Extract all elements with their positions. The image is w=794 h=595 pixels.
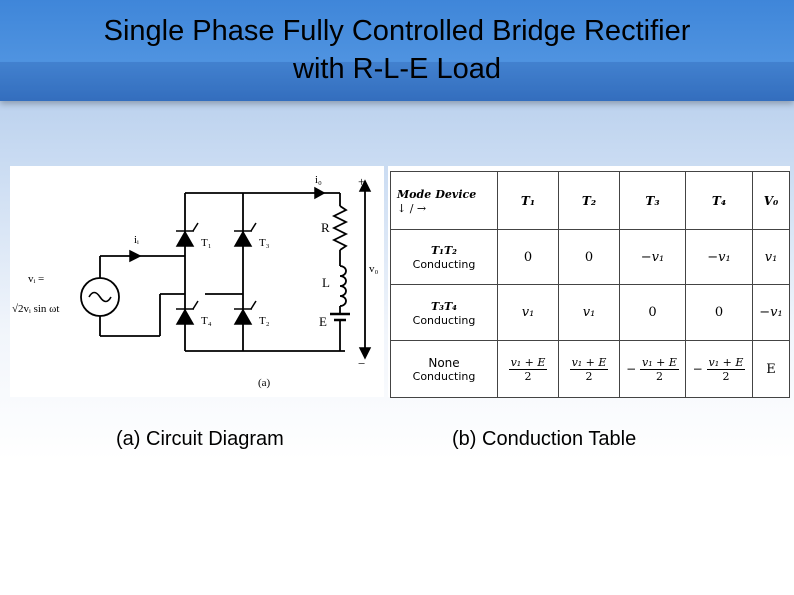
conduction-table	[390, 171, 790, 398]
table-row	[391, 230, 790, 285]
header-device: Device	[435, 187, 477, 201]
table-cell: −v₁	[753, 285, 790, 341]
header-cell: T₄	[686, 172, 753, 230]
title-bar	[0, 0, 794, 101]
fraction-denominator: 2	[722, 369, 730, 383]
frac-cell	[686, 341, 753, 398]
header-cell: V₀	[753, 172, 790, 230]
label-source: √2vᵢ sin ωt	[12, 303, 60, 315]
frac-cell	[620, 341, 686, 398]
label-vo: v₀	[369, 263, 379, 275]
label-t3: T₃	[259, 237, 270, 249]
mode-cell	[391, 341, 498, 398]
label-r: R	[321, 220, 330, 235]
label-ii: iᵢ	[134, 234, 139, 246]
mode-label: T₃T₄	[430, 299, 457, 313]
label-io: i₀	[315, 174, 322, 186]
frac-sign: −	[626, 361, 640, 376]
mode-cell	[391, 230, 498, 285]
frac-sign: −	[692, 361, 707, 376]
table-cell: 0	[686, 285, 753, 341]
header-mode-device	[391, 172, 498, 230]
header-cell: T₃	[620, 172, 686, 230]
conduction-table-figure	[388, 166, 790, 397]
table-cell: −v₁	[620, 230, 686, 285]
table-cell: v₁	[559, 285, 620, 341]
caption-conduction-table: (b) Conduction Table	[452, 428, 637, 450]
fraction-denominator: 2	[585, 369, 593, 383]
mode-sub: Conducting	[412, 313, 476, 327]
fraction-numerator: v₁ + E	[642, 355, 677, 369]
label-fig-a: (a)	[258, 377, 271, 389]
mode-sub: Conducting	[412, 258, 476, 271]
table-cell: 0	[620, 285, 686, 341]
mode-cell	[391, 285, 498, 341]
fraction-numerator: v₁ + E	[510, 355, 546, 369]
fraction	[570, 356, 609, 383]
fraction-numerator: v₁ + E	[571, 355, 607, 369]
table-cell: 0	[498, 230, 559, 285]
circuit-diagram	[10, 166, 384, 397]
label-t2: T₂	[259, 315, 270, 327]
header-arrows: ↓ / →	[397, 201, 427, 215]
table-cell: −v₁	[686, 230, 753, 285]
header-cell: T₂	[559, 172, 620, 230]
table-cell: E	[753, 341, 790, 398]
caption-circuit-diagram: (a) Circuit Diagram	[116, 428, 284, 450]
fraction	[707, 356, 746, 383]
label-vi: vᵢ =	[28, 273, 45, 285]
frac-cell	[498, 341, 559, 398]
table-row	[391, 341, 790, 398]
label-l: L	[322, 275, 330, 290]
mode-sub: Conducting	[412, 369, 476, 383]
frac-cell	[559, 341, 620, 398]
fraction-denominator: 2	[655, 369, 663, 383]
fraction-denominator: 2	[524, 369, 532, 383]
fraction	[640, 356, 679, 383]
table-cell: 0	[559, 230, 620, 285]
slide-title	[0, 12, 794, 88]
mode-label: None	[428, 355, 460, 370]
table-cell: v₁	[753, 230, 790, 285]
fraction-numerator: v₁ + E	[708, 355, 744, 369]
label-e: E	[319, 314, 327, 329]
fraction	[509, 356, 548, 383]
table-row	[391, 285, 790, 341]
table-header-row	[391, 172, 790, 230]
title-line-1: Single Phase Fully Controlled Bridge Rectifier	[103, 15, 691, 47]
label-plus: +	[358, 174, 366, 189]
circuit-svg	[10, 166, 384, 397]
mode-label: T₁T₂	[430, 244, 457, 257]
header-cell: T₁	[498, 172, 559, 230]
title-line-2: with R-L-E Load	[293, 53, 501, 85]
label-t4: T₄	[201, 315, 212, 327]
label-t1: T₁	[201, 237, 212, 249]
header-mode: Mode	[397, 187, 432, 201]
table-cell: v₁	[498, 285, 559, 341]
label-minus: −	[358, 356, 366, 371]
